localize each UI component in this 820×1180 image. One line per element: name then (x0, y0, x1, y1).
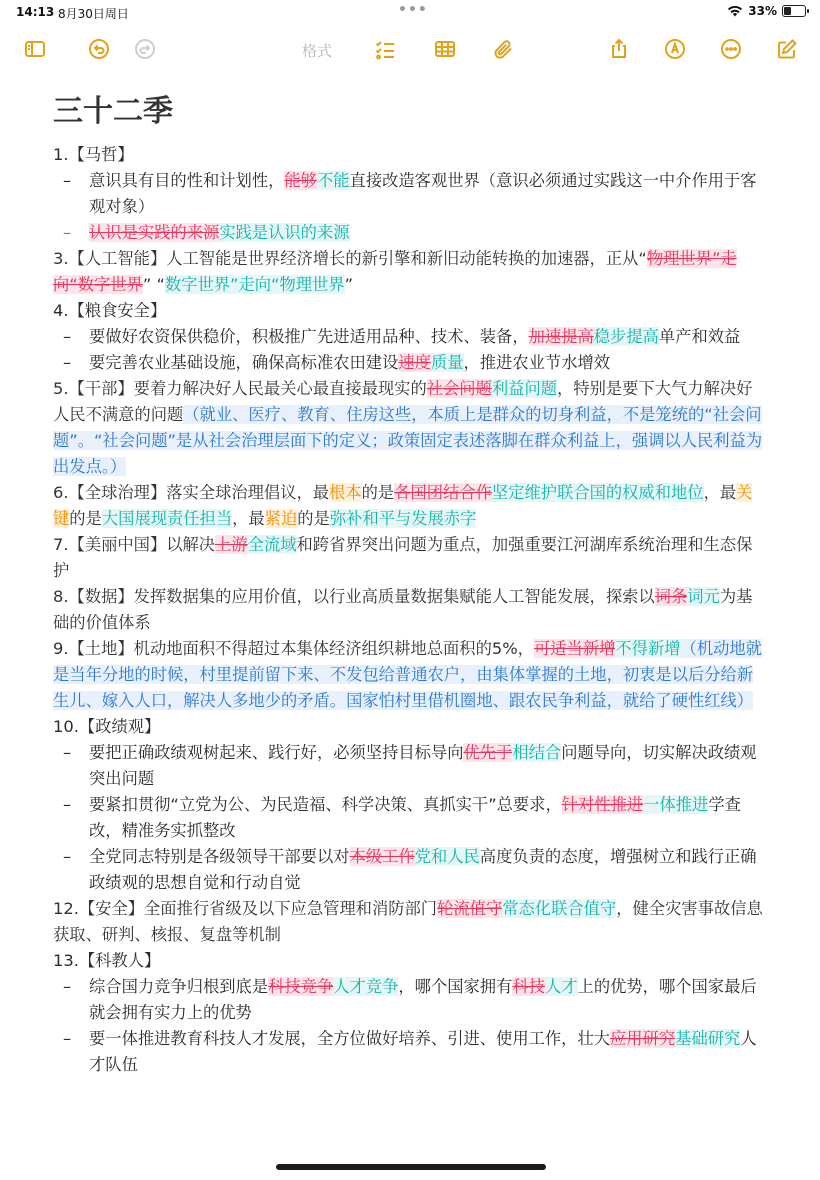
list-item: – 综合国力竞争归根到底是科技竞争人才竞争，哪个国家拥有科技人才上的优势，哪个国家最后就会拥有实力上的优势 (63, 977, 757, 1022)
notes-toolbar (0, 28, 820, 72)
section-heading: 1.【马哲】 (53, 145, 134, 164)
undo-icon[interactable] (84, 34, 114, 64)
multitasking-dots-icon[interactable]: ••• (398, 2, 428, 18)
checklist-icon[interactable] (370, 34, 400, 64)
paragraph: 3.【人工智能】人工智能是世界经济增长的新引擎和新旧动能转换的加速器，正从“物理世界”走向“数字世界” “数字世界”走向“物理世界” (53, 249, 737, 294)
list-item: – 要一体推进教育科技人才发展，全方位做好培养、引进、使用工作，壮大应用研究基础研究人才队伍 (63, 1029, 757, 1074)
list-item: – 要完善农业基础设施，确保高标准农田建设速度质量，推进农业节水增效 (63, 353, 611, 372)
wifi-icon (727, 5, 743, 17)
battery-icon (782, 5, 806, 17)
section-heading: 13.【科教人】 (53, 951, 161, 970)
list-item: – 全党同志特别是各级领导干部要以对本级工作党和人民高度负责的态度，增强树立和践行正确政绩观的思想自觉和行动自觉 (63, 847, 757, 892)
home-indicator[interactable] (276, 1164, 546, 1170)
list-item: – 要紧扣贯彻“立党为公、为民造福、科学决策、真抓实干”总要求，针对性推进一体推进学查改，精准务实抓整改 (63, 795, 741, 840)
section-heading: 4.【粮食安全】 (53, 301, 167, 320)
note-title: 三十二季 (53, 94, 173, 129)
table-icon[interactable] (430, 34, 460, 64)
section-heading: 10.【政绩观】 (53, 717, 161, 736)
status-bar (0, 0, 820, 24)
format-button[interactable]: 格式 (302, 42, 333, 60)
markup-icon[interactable] (660, 34, 690, 64)
battery-percent: 33% (748, 4, 777, 18)
more-icon[interactable] (716, 34, 746, 64)
paragraph: 12.【安全】全面推行省级及以下应急管理和消防部门轮流值守常态化联合值守，健全灾害事故信息获取、研判、核报、复盘等机制 (53, 899, 763, 944)
paragraph: 5.【干部】要着力解决好人民最关心最直接最现实的社会问题利益问题，特别是要下大气力解决好人民不满意的问题（就业、医疗、教育、住房这些，本质上是群众的切身利益，不是笼统的“社会问题”。“社会问题”是从社会治理层面下的定义；政策固定表述落脚在群众利益上，强调以人民利益为出发点。） (53, 379, 763, 476)
list-item: – 要做好农资保供稳价，积极推广先进适用品种、技术、装备，加速提高稳步提高单产和效益 (63, 327, 741, 346)
status-date: 8月30日周日 (58, 7, 129, 21)
compose-icon[interactable] (772, 34, 802, 64)
paragraph: 7.【美丽中国】以解决上游全流域和跨省界突出问题为重点，加强重要江河湖库系统治理和生态保护 (53, 535, 753, 580)
status-time: 14:13 (16, 5, 55, 19)
sidebar-icon[interactable] (20, 34, 50, 64)
paragraph: 6.【全球治理】落实全球治理倡议，最根本的是各国团结合作坚定维护联合国的权威和地位，最关键的是大国展现责任担当，最紧迫的是弥补和平与发展赤字 (53, 483, 753, 528)
list-item: – 意识具有目的性和计划性，能够不能直接改造客观世界（意识必须通过实践这一中介作用于客观对象） (63, 171, 757, 216)
note-body[interactable] (53, 92, 765, 1078)
status-indicators (727, 4, 806, 18)
attachment-icon[interactable] (488, 34, 518, 64)
paragraph: 9.【土地】机动地面积不得超过本集体经济组织耕地总面积的5%，可适当新增不得新增（机动地就是当年分地的时候，村里提前留下来、不发包给普通农户，由集体掌握的土地，初衷是以后分给新生儿、嫁入人口，解决人多地少的矛盾。国家怕村里借机圈地、跟农民争利益，就给了硬性红线） (53, 639, 762, 710)
paragraph: 8.【数据】发挥数据集的应用价值，以行业高质量数据集赋能人工智能发展，探索以词条词元为基础的价值体系 (53, 587, 753, 632)
list-item: – 认识是实践的来源实践是认识的来源 (63, 223, 350, 242)
share-icon[interactable] (604, 34, 634, 64)
list-item: – 要把正确政绩观树起来、践行好，必须坚持目标导向优先于相结合问题导向，切实解决政绩观突出问题 (63, 743, 757, 788)
redo-icon[interactable] (130, 34, 160, 64)
